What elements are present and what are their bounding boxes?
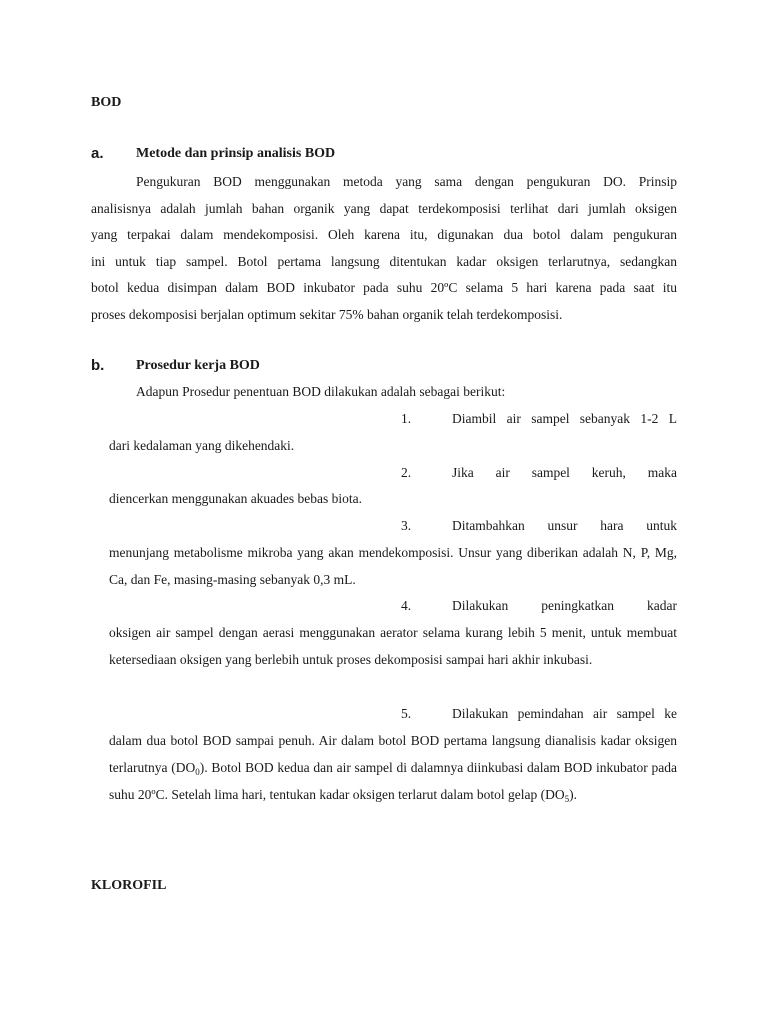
item-number: 1.	[401, 411, 412, 426]
item-first-line: Dilakukan pemindahan air sampel ke	[452, 706, 677, 721]
item-first-line: Ditambahkan unsur hara untuk	[452, 518, 677, 533]
item-number: 5.	[401, 706, 412, 721]
item-continuation: menunjang metabolisme mikroba yang akan mendekomposisi. Unsur yang diberikan adalah N, P, Mg, Ca, dan Fe, masing-masing sebanyak 0,3 mL.	[109, 545, 677, 587]
item-first-line: Jika air sampel keruh, maka	[452, 465, 677, 480]
section-a-line: botol kedua disimpan dalam BOD inkubator pada suhu 20ºC selama 5 hari karena pada saat itu	[91, 280, 677, 295]
section-a-letter: a.	[91, 145, 104, 162]
item-number: 4.	[401, 598, 412, 613]
section-a-line: proses dekomposisi berjalan optimum sekitar 75% bahan organik telah terdekomposisi.	[91, 306, 563, 322]
item-continuation: diencerkan menggunakan akuades bebas biota.	[109, 491, 363, 506]
title-bod: BOD	[91, 95, 122, 110]
section-a-line: yang terpakai dalam mendekomposisi. Oleh karena itu, digunakan dua botol dalam pengukuran	[91, 227, 677, 242]
section-b-intro: Adapun Prosedur penentuan BOD dilakukan adalah sebagai berikut:	[136, 384, 506, 399]
item-number: 3.	[401, 518, 412, 533]
section-a-line: Pengukuran BOD menggunakan metoda yang sama dengan pengukuran DO. Prinsip	[136, 174, 677, 189]
item-continuation	[109, 727, 677, 808]
section-a-line: analisisnya adalah jumlah bahan organik yang dapat terdekomposisi terlihat dari jumlah oksigen	[91, 200, 677, 216]
section-a-paragraph	[91, 169, 677, 328]
item-text: ). Botol BOD kedua dan air sampel di dalamnya diinkubasi dalam BOD inkubator pada suhu 20ºC. Setelah lima hari, tentukan kadar oksigen terlarut dalam botol gelap (DO	[109, 760, 677, 802]
item-first-line: Dilakukan peningkatkan kadar	[452, 598, 677, 613]
subscript: 0	[195, 767, 200, 777]
section-b-heading: Prosedur kerja BOD	[136, 358, 260, 373]
title-klorofil: KLOROFIL	[91, 878, 167, 893]
section-a-line: ini untuk tiap sampel. Botol pertama langsung ditentukan kadar oksigen terlarutnya, sedangkan	[91, 253, 677, 269]
item-first-line: Diambil air sampel sebanyak 1-2 L	[452, 411, 677, 426]
subscript: 5	[564, 794, 570, 804]
section-b-letter: b.	[91, 357, 105, 374]
item-text: dalam dua botol BOD sampai penuh. Air dalam botol BOD pertama langsung dianalisis kadar oksigen terlarutnya (DO	[109, 733, 677, 775]
item-text: ).	[569, 787, 577, 802]
item-number: 2.	[401, 465, 412, 480]
section-a-heading: Metode dan prinsip analisis BOD	[136, 146, 336, 161]
item-continuation: dari kedalaman yang dikehendaki.	[109, 438, 295, 453]
item-continuation: oksigen air sampel dengan aerasi menggunakan aerator selama kurang lebih 5 menit, untuk membuat ketersediaan oksigen yang berlebih untuk proses dekomposisi sampai hari akhir inkubasi.	[109, 625, 677, 667]
